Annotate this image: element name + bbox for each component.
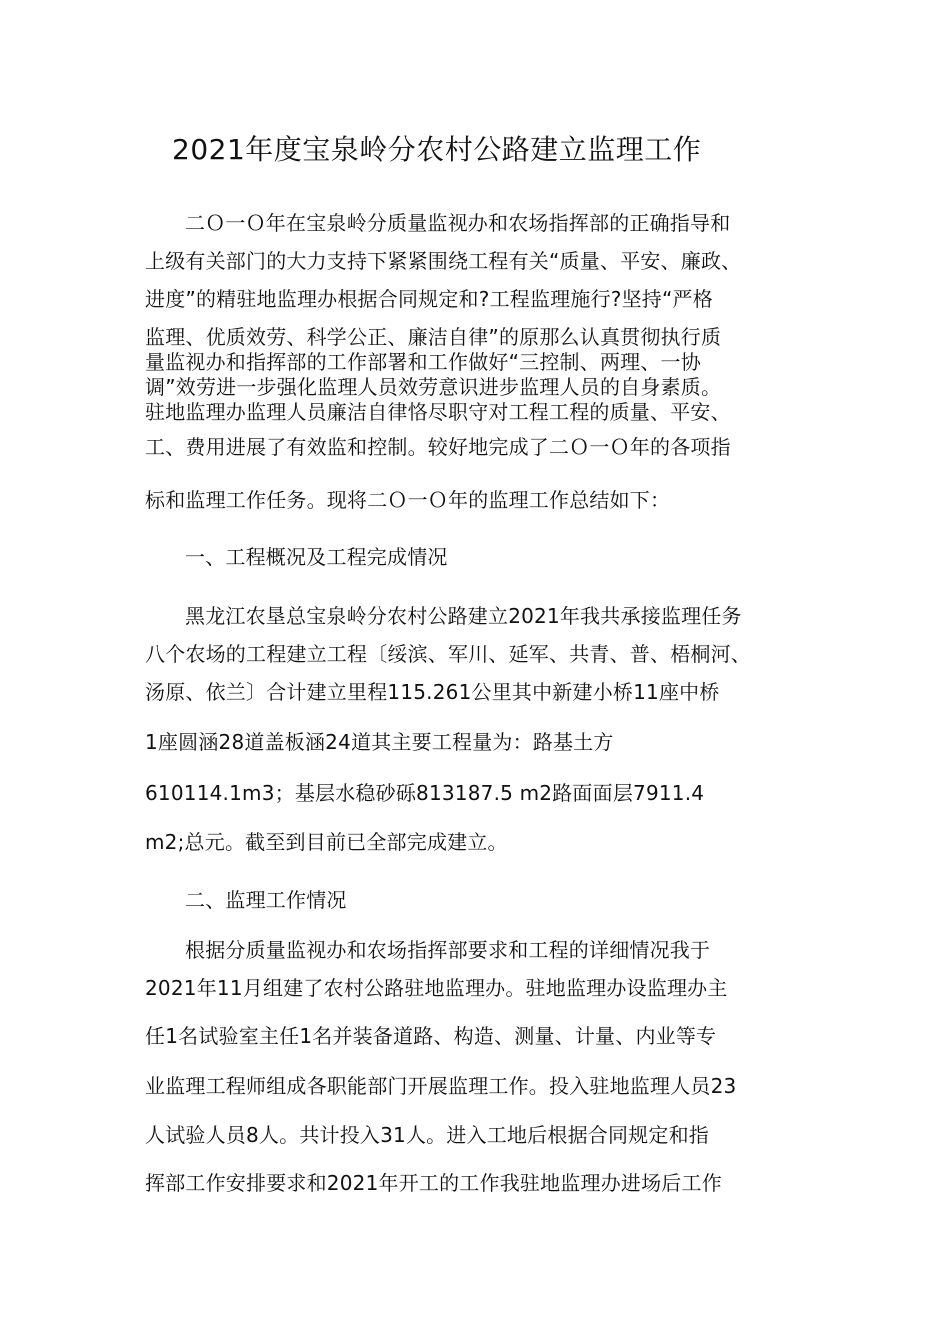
paragraph-line: 业监理工程师组成各职能部门开展监理工作。投入驻地监理人员23 bbox=[145, 1074, 737, 1098]
paragraph-line: m2;总元。截至到目前已全部完成建立。 bbox=[145, 830, 508, 854]
document-title: 2021年度宝泉岭分农村公路建立监理工作 bbox=[172, 133, 702, 166]
paragraph-line: 根据分质量监视办和农场指挥部要求和工程的详细情况我于 bbox=[185, 938, 711, 962]
paragraph-line: 二Ｏ一Ｏ年在宝泉岭分质量监视办和农场指挥部的正确指导和 bbox=[185, 211, 731, 235]
paragraph-line: 610114.1m3；基层水稳砂砾813187.5 m2路面面层7911.4 bbox=[145, 781, 705, 805]
paragraph-line: 工、费用进展了有效监和控制。较好地完成了二Ｏ一Ｏ年的各项指 bbox=[145, 435, 731, 459]
paragraph-line: 1座圆涵28道盖板涵24道其主要工程量为：路基土方 bbox=[145, 730, 614, 754]
paragraph-line: 黑龙江农垦总宝泉岭分农村公路建立2021年我共承接监理任务 bbox=[185, 604, 742, 628]
paragraph-line: 驻地监理办监理人员廉洁自律恪尽职守对工程工程的质量、平安、 bbox=[145, 400, 731, 424]
paragraph-line: 汤原、依兰〕合计建立里程115.261公里其中新建小桥11座中桥 bbox=[145, 680, 720, 704]
paragraph-line: 监理、优质效劳、科学公正、廉洁自律”的原那么认真贯彻执行质 bbox=[145, 325, 722, 349]
paragraph-line: 进度”的精驻地监理办根据合同规定和?工程监理施行?坚持“严格 bbox=[145, 287, 713, 311]
section-heading-1: 一、工程概况及工程完成情况 bbox=[185, 545, 448, 569]
paragraph-line: 挥部工作安排要求和2021年开工的工作我驻地监理办进场后工作 bbox=[145, 1171, 722, 1195]
paragraph-line: 2021年11月组建了农村公路驻地监理办。驻地监理办设监理办主 bbox=[145, 976, 728, 1000]
paragraph-line: 量监视办和指挥部的工作部署和工作做好“三控制、两理、一协 bbox=[145, 350, 701, 374]
paragraph-line: 人试验人员8人。共计投入31人。进入工地后根据合同规定和指 bbox=[145, 1123, 709, 1147]
paragraph-line: 任1名试验室主任1名并装备道路、构造、测量、计量、内业等专 bbox=[145, 1024, 717, 1048]
paragraph-line: 八个农场的工程建立工程〔绥滨、军川、延军、共青、普、梧桐河、 bbox=[145, 642, 751, 666]
paragraph-line: 调”效劳进一步强化监理人员效劳意识进步监理人员的自身素质。 bbox=[145, 375, 722, 399]
paragraph-line: 上级有关部门的大力支持下紧紧围绕工程有关“质量、平安、廉政、 bbox=[145, 249, 742, 273]
section-heading-2: 二、监理工作情况 bbox=[185, 888, 347, 912]
paragraph-line: 标和监理工作任务。现将二Ｏ一Ｏ年的监理工作总结如下： bbox=[145, 488, 671, 512]
